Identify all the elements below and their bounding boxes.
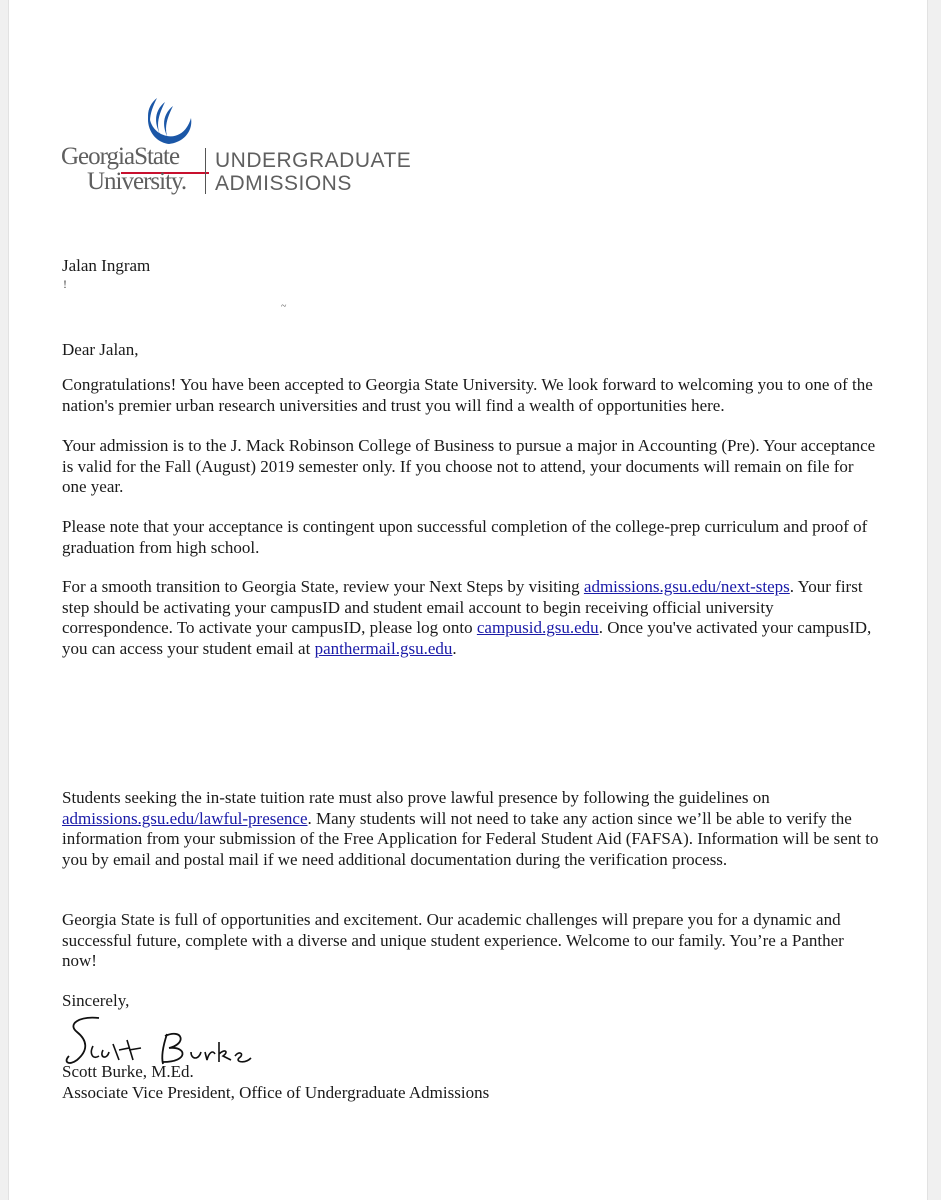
text-span: For a smooth transition to Georgia State, review your Next Steps by visiting <box>62 577 584 596</box>
office-name-line1: UNDERGRADUATE <box>215 149 412 172</box>
paragraph-acceptance: Congratulations! You have been accepted to Georgia State University. We look forward to welcoming you to one of the nation's premier urban research universities and trust you will find a wealth of opportunities here. <box>62 375 873 415</box>
text-span: Students seeking the in-state tuition rate must also prove lawful presence by following the guidelines on <box>62 788 770 807</box>
paragraph-next-steps <box>62 577 882 659</box>
paragraph-admission-details: Your admission is to the J. Mack Robinson College of Business to pursue a major in Accounting (Pre). Your acceptance is valid for the Fall (August) 2019 semester only. If you choose not to attend, your documents will remain on file for one year. <box>62 436 876 497</box>
redacted-address-mark: ! <box>63 277 67 291</box>
office-name-line2: ADMISSIONS <box>215 172 352 195</box>
redacted-address-mark: ~ <box>281 301 287 312</box>
text-span: . Once you've activated your campusID, you can access your student email at <box>62 618 872 658</box>
handwritten-signature <box>59 1010 259 1070</box>
paragraph-lawful-presence <box>62 788 882 870</box>
letter-page <box>8 0 928 1200</box>
wordmark-line1: GeorgiaState <box>61 143 180 170</box>
paragraph-contingency: Please note that your acceptance is contingent upon successful completion of the college-prep curriculum and proof of graduation from high school. <box>62 517 868 557</box>
panthermail-link[interactable]: panthermail.gsu.edu <box>314 638 453 658</box>
wordmark-line2: University. <box>87 168 187 195</box>
logo-divider <box>205 148 206 194</box>
next-steps-link[interactable]: admissions.gsu.edu/next-steps <box>583 577 790 596</box>
recipient-name: Jalan Ingram <box>62 256 151 275</box>
closing: Sincerely, <box>62 991 130 1010</box>
salutation: Dear Jalan, <box>62 340 139 359</box>
gsu-logo <box>61 92 421 202</box>
text-span: . <box>452 638 457 658</box>
signer-title: Associate Vice President, Office of Undergraduate Admissions <box>62 1083 490 1102</box>
lawful-presence-link[interactable]: admissions.gsu.edu/lawful-presence <box>62 808 308 828</box>
paragraph-welcome: Georgia State is full of opportunities and excitement. Our academic challenges will prepare you for a dynamic and successful future, complete with a diverse and unique student experience. Welcome to our family. You’re a Panther now! <box>62 910 844 971</box>
campusid-link[interactable]: campusid.gsu.edu <box>476 618 599 638</box>
text-span: . Many students will not need to take any action since we’ll be able to verify the information from your submission of the Free Application for Federal Student Aid (FAFSA). Information will be sent to you by email and postal mail if we need additional documentation during the verification process. <box>62 808 879 869</box>
text-span: . Your first step should be activating your campusID and student email account to begin receiving official university correspondence. To activate your campusID, please log onto <box>62 577 863 638</box>
signer-name: Scott Burke, M.Ed. <box>62 1062 194 1081</box>
